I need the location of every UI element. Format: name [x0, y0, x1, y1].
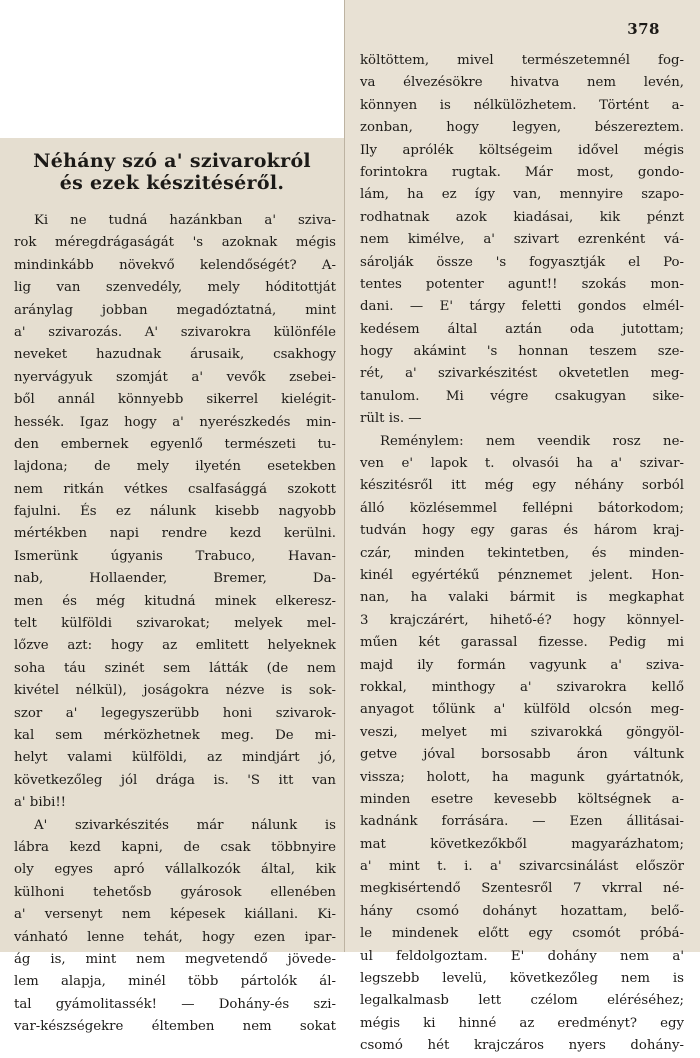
text-line: soha táu szinét sem látták (de nem: [14, 660, 336, 676]
text-line: ből annál könnyebb sikerrel kielégit-: [14, 392, 336, 408]
text-line: rok méregdrágaságát 's azoknak mégis: [14, 235, 336, 251]
text-line: neveket hazudnak árusaik, csakhogy: [14, 347, 336, 363]
text-line: vánható lenne tehát, hogy ezen ipar-: [14, 929, 336, 945]
text-line: nyervágyuk szomját a' vevők zsebei-: [14, 369, 336, 385]
text-line: megkisértendő Szentesről 7 vkrral né-: [360, 881, 684, 897]
text-line: dani. — E' tárgy feletti gondos elmél-: [360, 299, 684, 315]
right-column-text: [360, 50, 684, 1058]
text-line: kal sem mérközhetnek meg. De mi-: [14, 727, 336, 743]
text-line: mindinkább növekvő kelendőségét? A-: [14, 257, 336, 273]
text-line: forintokra rugtak. Már most, gondo-: [360, 164, 684, 180]
text-line: lajdona; de mely ilyetén esetekben: [14, 459, 336, 475]
text-line: kinél egyértékű pénznemet jelent. Hon-: [360, 567, 684, 583]
text-line: le mindenek előtt egy csomót próbá-: [360, 926, 684, 942]
text-line: tal gyámolitassék! — Dohány-és szi-: [14, 996, 336, 1012]
text-line: helyt valami külföldi, az mindjárt jó,: [14, 750, 336, 766]
text-line: zonban, hogy legyen, bészereztem.: [360, 120, 684, 136]
text-line: veszi, melyet mi szivarokká göngyöl-: [360, 724, 684, 740]
text-line: a' versenyt nem képesek kiállani. Ki-: [14, 907, 336, 923]
text-line: hogy akáмint 's honnan teszem sze-: [360, 344, 684, 360]
text-line: tudván hogy egy garas és három kraj-: [360, 523, 684, 539]
text-line: var-készségekre éltemben nem sokat: [14, 1019, 336, 1035]
article-title: [0, 150, 344, 194]
text-line: men és még kitudná minek elkeresz-: [14, 593, 336, 609]
text-line: kadnánk forrására. — Ezen állitásai-: [360, 814, 684, 830]
text-line: lám, ha ez így van, mennyire szapo-: [360, 187, 684, 203]
text-line: mértékben napi rendre kezd kerülni.: [14, 526, 336, 542]
text-line: szor a' legegyszerübb honi szivarok-: [14, 705, 336, 721]
text-line: legszebb levelü, következőleg nem is: [360, 971, 684, 987]
text-line: könnyen is nélkülözhetem. Történt a-: [360, 97, 684, 113]
text-line: getve jóval borsosabb áron váltunk: [360, 747, 684, 763]
text-line: nem kimélve, a' szivart ezrenként vá-: [360, 232, 684, 248]
text-line: ág is, mint nem megvetendő jövede-: [14, 951, 336, 967]
text-line: legalkalmasb lett czélom eléréséhez;: [360, 993, 684, 1009]
text-line: műen két garassal fizesse. Pedig mi: [360, 635, 684, 651]
text-line: következőleg jól drága is. 'S itt van: [14, 772, 336, 788]
text-line: fajulni. És ez nálunk kisebb nagyobb: [14, 504, 336, 520]
text-line: majd ily formán vagyunk a' sziva-: [360, 657, 684, 673]
text-line: va élvezésökre hivatva nem levén,: [360, 75, 684, 91]
text-line: kivétel nélkül), joságokra nézve is sok-: [14, 683, 336, 699]
text-line: aránylag jobban megadóztatná, mint: [14, 302, 336, 318]
text-line: ul feldolgoztam. E' dohány nem a': [360, 948, 684, 964]
text-line: álló közlésemmel fellépni bátorkodom;: [360, 500, 684, 516]
left-column-text: [14, 210, 336, 1038]
text-line: vissza; holott, ha magunk gyártatnók,: [360, 769, 684, 785]
text-line: rült is. —: [360, 411, 422, 427]
text-line: külhoni tehetősb gyárosok ellenében: [14, 884, 336, 900]
text-line: nem ritkán vétkes csalfasággá szokott: [14, 481, 336, 497]
text-line: a' szivarozás. A' szivarokra különféle: [14, 324, 336, 340]
text-line: kedésem által aztán oda jutottam;: [360, 321, 684, 337]
text-line: den embernek egyenlő természeti tu-: [14, 436, 336, 452]
text-line: a' mint t. i. a' szivarcsinálást először: [360, 859, 684, 875]
text-line: mat következőkből magyarázhatom;: [360, 836, 684, 852]
text-line: csomó hét krajczáros nyers dohány-: [360, 1038, 684, 1054]
page-number: 378: [627, 20, 660, 38]
text-line: készitésről itt még egy néhány sorból: [360, 478, 684, 494]
text-line: hessék. Igaz hogy a' nyerészkedés min-: [14, 414, 336, 430]
text-line: lig van szenvedély, mely hóditottját: [14, 280, 336, 296]
title-line-1: Néhány szó a' szivarokról: [33, 150, 311, 172]
text-line: telt külföldi szivarokat; melyek mel-: [14, 616, 336, 632]
text-line: oly egyes apró vállalkozók által, kik: [14, 862, 336, 878]
text-line: Ki ne tudná hazánkban a' szivа-: [34, 213, 336, 228]
text-line: lábra kezd kapni, de csak többnyire: [14, 839, 336, 855]
text-line: mégis ki hinné az eredményt? egy: [360, 1015, 684, 1031]
text-line: minden esetre kevesebb költségnek a-: [360, 791, 684, 807]
text-line: rét, a' szivarkészitést okvetetlen meg-: [360, 366, 684, 382]
text-line: czár, minden tekintetben, és minden-: [360, 545, 684, 561]
text-line: Ismerünk úgyanis Trabuco, Havan-: [14, 548, 336, 564]
text-line: lőzve azt: hogy az emlitett helyeknek: [14, 638, 336, 654]
text-line: anyagot tőlünk a' külföld olcsón meg-: [360, 702, 684, 718]
text-line: tentes potenter agunt!! szokás mon-: [360, 276, 684, 292]
text-line: nab, Hollaender, Bremer, Da-: [14, 571, 336, 587]
text-line: lem alapja, minél több pártolók ál-: [14, 974, 336, 990]
text-line: hány csomó dohányt hozattam, belő-: [360, 903, 684, 919]
text-line: költöttem, mivel természetemnél fog-: [360, 53, 684, 68]
text-line: nan, ha valaki bármit is megkaphat: [360, 590, 684, 606]
text-line: Reménylem: nem veendik rosz ne-: [380, 433, 684, 449]
title-line-2: és ezek készitéséről.: [59, 172, 285, 194]
column-divider: [344, 0, 345, 952]
text-line: tanulom. Mi végre csakugyan sike-: [360, 388, 684, 404]
text-line: A' szivarkészités már nálunk is: [34, 817, 336, 833]
text-line: rokkal, minthogy a' szivarokra kellő: [360, 679, 684, 695]
text-line: Ily aprólék költségeim idővel mégis: [360, 142, 684, 158]
text-line: a' bibi!!: [14, 795, 67, 811]
text-line: rodhatnak azok kiadásai, kik pénzt: [360, 209, 684, 225]
blank-area: [0, 0, 345, 138]
text-line: ven e' lapok t. olvasói ha a' szivar-: [360, 456, 684, 472]
text-line: 3 krajczárért, hihető-é? hogy könnyel-: [360, 612, 684, 628]
text-line: sárolják össze 's fogyasztják el Po-: [360, 254, 684, 270]
